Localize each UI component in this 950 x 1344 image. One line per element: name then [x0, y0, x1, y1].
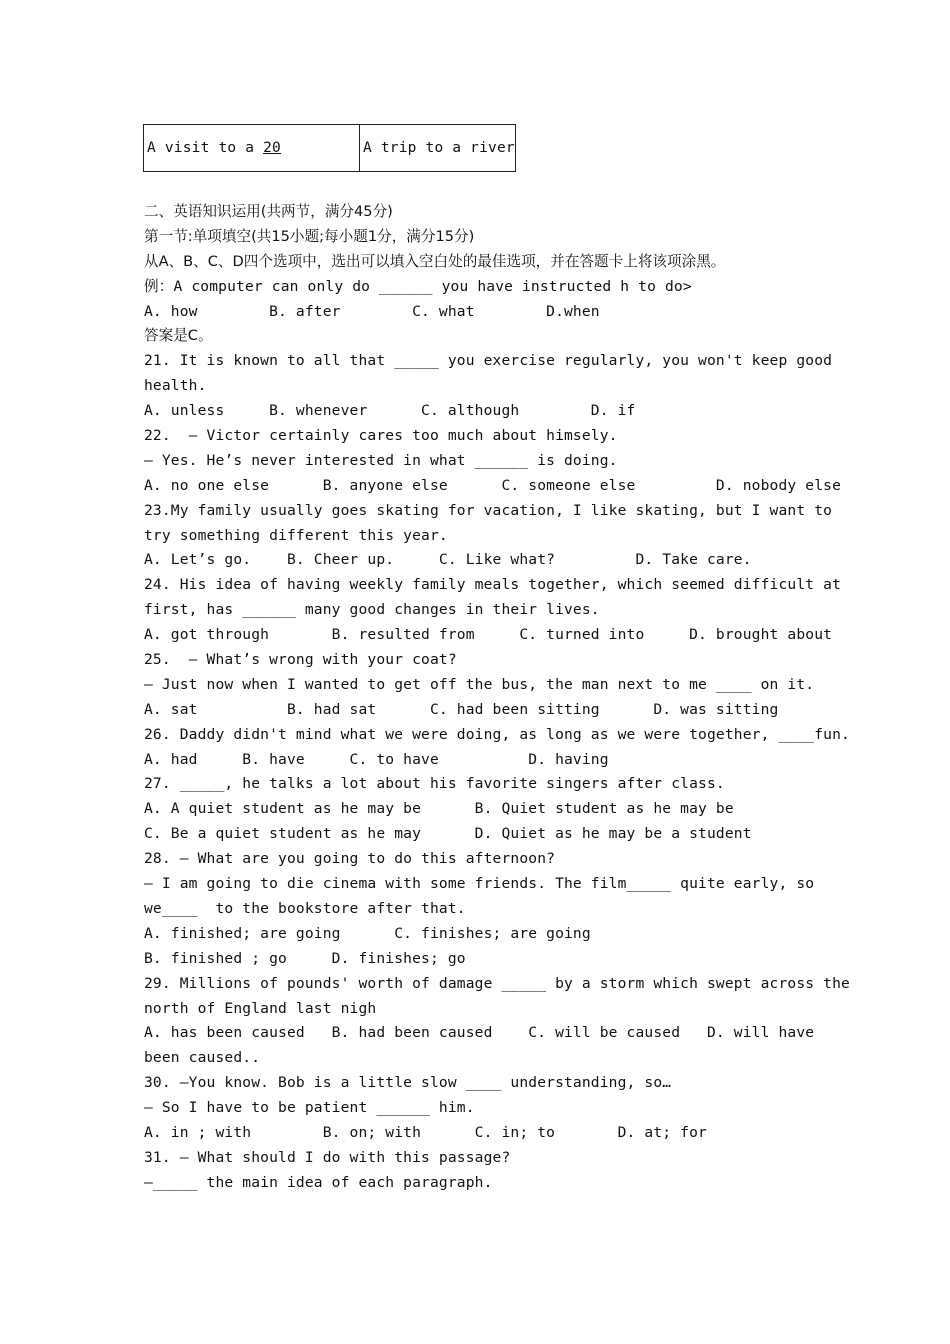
options-23: A. Let’s go. B. Cheer up. C. Like what? D. Take care. [144, 551, 752, 569]
options-28-bd: B. finished ; go D. finishes; go [144, 949, 466, 967]
options-28-ac: A. finished; are going C. finishes; are going [144, 924, 591, 942]
question-body [144, 200, 850, 1196]
question-28-cont: we____ to the bookstore after that. [144, 899, 466, 917]
example-answer: 答案是C。 [144, 327, 213, 345]
options-29: A. has been caused B. had been caused C. will be caused D. will have [144, 1024, 815, 1042]
table-cell-visit [144, 125, 360, 171]
question-30: 30. —You know. Bob is a little slow ____ understanding, so… [144, 1074, 672, 1092]
question-30-reply: — So I have to be patient ______ him. [144, 1099, 475, 1117]
blank-number-20: 20 [263, 140, 281, 156]
instructions: 从A、B、C、D四个选项中，选出可以填入空白处的最佳选项，并在答题卡上将该项涂黑。 [144, 252, 726, 270]
options-24: A. got through B. resulted from C. turned into D. brought about [144, 626, 833, 644]
question-23-cont: try something different this year. [144, 526, 448, 544]
question-22: 22. — Victor certainly cares too much about himsely. [144, 427, 618, 445]
question-28-reply: — I am going to die cinema with some friends. The film_____ quite early, so [144, 875, 815, 893]
subsection-heading: 第一节:单项填空(共15小题;每小题1分，满分15分) [144, 227, 475, 245]
table-cell-visit-text: A visit to a [147, 140, 264, 156]
question-27: 27. _____, he talks a lot about his favorite singers after class. [144, 775, 725, 793]
question-24-cont: first, has ______ many good changes in their lives. [144, 601, 600, 619]
question-28: 28. — What are you going to do this afternoon? [144, 850, 556, 868]
question-25-reply: — Just now when I wanted to get off the bus, the man next to me ____ on it. [144, 675, 815, 693]
question-31-reply: —_____ the main idea of each paragraph. [144, 1173, 493, 1191]
reading-table [143, 124, 516, 172]
options-27-cd: C. Be a quiet student as he may D. Quiet as he may be a student [144, 825, 752, 843]
table-cell-trip-text: A trip to a river [363, 140, 515, 156]
options-26: A. had B. have C. to have D. having [144, 750, 609, 768]
question-29: 29. Millions of pounds' worth of damage _____ by a storm which swept across the [144, 974, 850, 992]
question-31: 31. — What should I do with this passage? [144, 1148, 511, 1166]
example-question: 例：A computer can only do ______ you have instructed h to do> [144, 277, 692, 295]
question-29-cont: north of England last nigh [144, 999, 377, 1017]
options-29-cont: been caused.. [144, 1049, 261, 1067]
question-21-cont: health. [144, 377, 207, 395]
question-21: 21. It is known to all that _____ you exercise regularly, you won't keep good [144, 352, 833, 370]
options-21: A. unless B. whenever C. although D. if [144, 402, 636, 420]
options-30: A. in ; with B. on; with C. in; to D. at; for [144, 1123, 707, 1141]
question-25: 25. — What’s wrong with your coat? [144, 651, 457, 669]
question-24: 24. His idea of having weekly family meals together, which seemed difficult at [144, 576, 842, 594]
table-cell-trip [360, 125, 515, 171]
question-26: 26. Daddy didn't mind what we were doing, as long as we were together, ____fun. [144, 725, 850, 743]
options-27-ab: A. A quiet student as he may be B. Quiet student as he may be [144, 800, 734, 818]
section-heading: 二、英语知识运用(共两节，满分45分) [144, 203, 393, 220]
options-25: A. sat B. had sat C. had been sitting D. was sitting [144, 700, 779, 718]
options-22: A. no one else B. anyone else C. someone else D. nobody else [144, 476, 842, 494]
question-23: 23.My family usually goes skating for vacation, I like skating, but I want to [144, 501, 833, 519]
question-22-reply: — Yes. He’s never interested in what ______ is doing. [144, 451, 618, 469]
example-options: A. how B. after C. what D.when [144, 302, 600, 320]
